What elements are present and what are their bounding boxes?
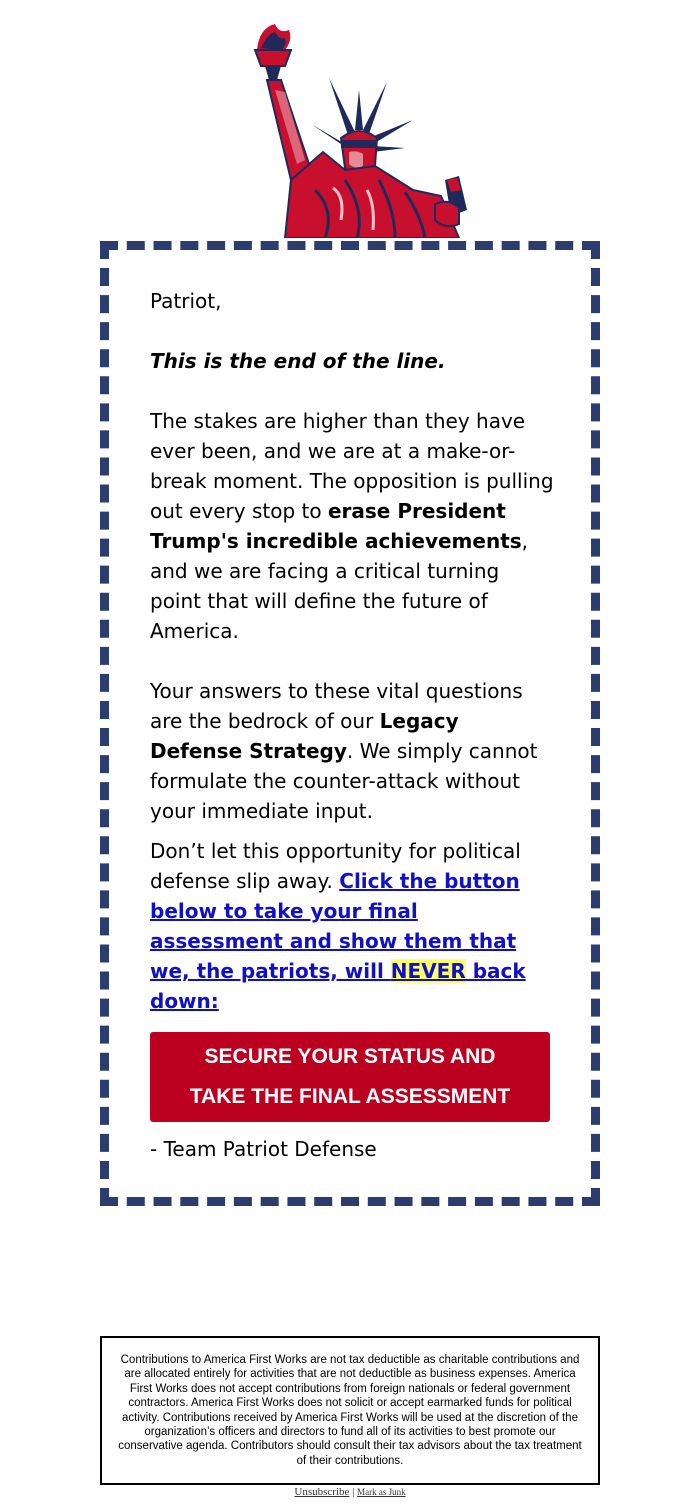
legal-disclaimer: Contributions to America First Works are not tax deductible as charitable contributions and are allocated entirely for activities that are not deductible as business expenses. America First Works does not accept contributions from foreign nationals or federal government contractors. America First Works does not solicit or accept earmarked funds for political activity. Contributions received by America First Works will be used at the discretion of the organization’s officers and directors to fund all of its activities to best promote our conservative agenda. Contributors should consult their tax advisors about the tax treatment of their contributions. [100, 1336, 600, 1485]
paragraph-text: Your answers to these vital questions are the bedrock of our [150, 679, 523, 733]
statue-of-liberty-icon [245, 20, 485, 238]
paragraph-call-to-action [150, 836, 555, 1016]
highlighted-word: NEVER [390, 959, 466, 983]
take-assessment-button[interactable] [150, 1032, 550, 1122]
paragraph-text: The stakes are higher than they have ever been, and we are at a make-or-break moment. The opposition is pulling out every stop to [150, 409, 554, 523]
assessment-link-text: Click the button below to take your final assessment and show them that we, the patriots, will [150, 869, 520, 983]
paragraph-stakes [150, 406, 555, 646]
signoff: - Team Patriot Defense [150, 1137, 377, 1161]
paragraph-text: , and we are facing a critical turning point that will define the future of America. [150, 529, 529, 643]
greeting: Patriot, [150, 289, 222, 313]
paragraph-text: . We simply cannot formulate the counter-attack without your immediate input. [150, 739, 538, 823]
footer-separator: | [349, 1486, 358, 1498]
headline: This is the end of the line. [150, 349, 446, 373]
letter-body [150, 286, 555, 1164]
paragraph-emphasis: Legacy Defense Strategy [150, 709, 459, 763]
button-label-line1: SECURE YOUR STATUS AND [204, 1045, 496, 1068]
unsubscribe-link[interactable]: Unsubscribe [294, 1486, 350, 1498]
assessment-link-text: back down: [150, 959, 526, 1013]
mark-as-junk-link[interactable]: Mark as Junk [357, 1487, 406, 1497]
button-label-line2: TAKE THE FINAL ASSESSMENT [189, 1085, 511, 1108]
paragraph-emphasis: erase President Trump's incredible achievements [150, 499, 522, 553]
paragraph-strategy [150, 676, 555, 826]
paragraph-text: Don’t let this opportunity for political defense slip away. [150, 839, 521, 893]
footer-links [0, 1486, 700, 1498]
